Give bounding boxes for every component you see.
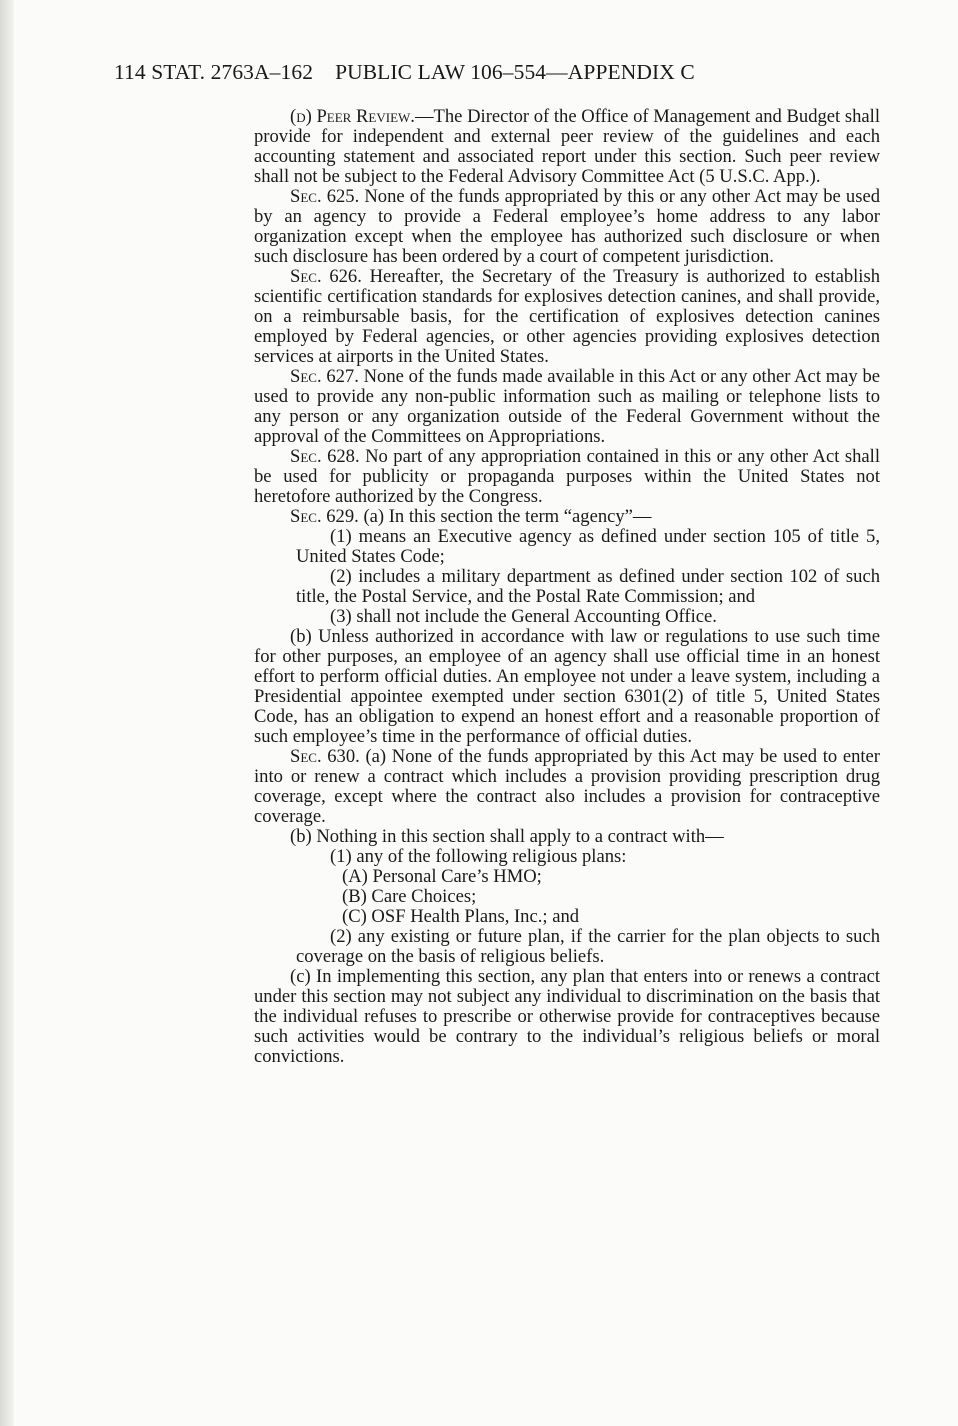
- paragraph-text: —The Director of the Office of Management and Budget shall provide for independent and external peer review of the guidelines and each accounting statement and associated report under this section. Such peer review shall not be subject to the Federal Advisory Committee Act (5 U.S.C. App.).: [254, 106, 880, 187]
- body-text: [254, 107, 880, 1067]
- paragraph-peer-review: [254, 107, 880, 187]
- paragraph-sec-628: [254, 447, 880, 507]
- paragraph-sec-629-b: [254, 627, 880, 747]
- paragraph-text: (a) In this section the term “agency”—: [358, 506, 652, 527]
- paragraph-sec-630-b-1: [254, 847, 880, 867]
- paragraph-sec-627: [254, 367, 880, 447]
- paragraph-text: (c) In implementing this section, any plan that enters into or renews a contract under this section may not subject any individual to discrimination on the basis that the individual refuses to prescribe or otherwise provide for contraceptives because such activities would be contrary to the individual’s religious beliefs or moral convictions.: [254, 966, 880, 1067]
- paragraph-sec-630-b-2: [296, 927, 880, 967]
- paragraph-sec-629-2: [296, 567, 880, 607]
- paragraph-text: (b) Unless authorized in accordance with law or regulations to use such time for other purposes, an employee of an agency shall use official time in an honest effort to perform official duties. An employee not under a leave system, including a Presidential appointee exempted under section 6301(2) of title 5, United States Code, has an obligation to expend an honest effort and a reasonable proportion of such employee’s time in the performance of official duties.: [254, 626, 880, 747]
- paragraph-sec-626: [254, 267, 880, 367]
- paragraph-sec-630-c-plan: [254, 907, 880, 927]
- paragraph-text: (C) OSF Health Plans, Inc.; and: [342, 906, 580, 927]
- paragraph-sec-625: [254, 187, 880, 267]
- paragraph-sec-630-b-plan: [254, 887, 880, 907]
- law-title: PUBLIC LAW 106–554—APPENDIX C: [335, 60, 695, 84]
- paragraph-text: (1) any of the following religious plans:: [330, 846, 627, 867]
- paragraph-text: (1) means an Executive agency as defined under section 105 of title 5, United States Code;: [296, 526, 880, 567]
- paragraph-lead: Sec. 628.: [290, 446, 360, 467]
- paragraph-lead: Sec. 630.: [290, 746, 360, 767]
- paragraph-text: (a) None of the funds appropriated by this Act may be used to enter into or renew a contract which includes a provision providing prescription drug coverage, except where the contract also includes a provision for contraceptive coverage.: [254, 746, 880, 827]
- running-header: [114, 60, 717, 85]
- paragraph-text: (3) shall not include the General Accounting Office.: [330, 606, 717, 627]
- paragraph-sec-630-a-plan: [254, 867, 880, 887]
- paragraph-sec-629: [254, 507, 880, 527]
- paragraph-lead: Sec. 627.: [290, 366, 359, 387]
- paragraph-text: Hereafter, the Secretary of the Treasury is authorized to establish scientific certification standards for explosives detection canines, and shall provide, on a reimbursable basis, for the certification of explosives detection canines employed by Federal agencies, or other agencies providing explosives detection services at airports in the United States.: [254, 266, 880, 367]
- paragraph-sec-630-b: [254, 827, 880, 847]
- paragraph-sec-629-1: [296, 527, 880, 567]
- stat-citation: 114 STAT. 2763A–162: [114, 60, 314, 84]
- paragraph-text: (2) any existing or future plan, if the carrier for the plan objects to such coverage on the basis of religious beliefs.: [296, 926, 880, 967]
- paragraph-lead: Sec. 625.: [290, 186, 360, 207]
- paragraph-sec-630: [254, 747, 880, 827]
- page-edge-shadow: [0, 0, 14, 1426]
- paragraph-text: None of the funds made available in this Act or any other Act may be used to provide any non-public information such as mailing or telephone lists to any person or any organization outside of the Federal Government without the approval of the Committees on Appropriations.: [254, 366, 880, 447]
- paragraph-text: None of the funds appropriated by this or any other Act may be used by an agency to provide a Federal employee’s home address to any labor organization except when the employee has authorized such disclosure or when such disclosure has been ordered by a court of competent jurisdiction.: [254, 186, 880, 267]
- paragraph-lead: Sec. 629.: [290, 506, 359, 527]
- paragraph-text: No part of any appropriation contained in this or any other Act shall be used for publicity or propaganda purposes within the United States not heretofore authorized by the Congress.: [254, 446, 880, 507]
- paragraph-text: (B) Care Choices;: [342, 886, 477, 907]
- paragraph-text: (2) includes a military department as defined under section 102 of such title, the Postal Service, and the Postal Rate Commission; and: [296, 566, 880, 607]
- paragraph-sec-630-c: [254, 967, 880, 1067]
- paragraph-text: (b) Nothing in this section shall apply to a contract with—: [290, 826, 724, 847]
- paragraph-text: (A) Personal Care’s HMO;: [342, 866, 542, 887]
- paragraph-lead: (d) Peer Review.: [290, 106, 415, 127]
- paragraph-sec-629-3: [254, 607, 880, 627]
- paragraph-lead: Sec. 626.: [290, 266, 362, 287]
